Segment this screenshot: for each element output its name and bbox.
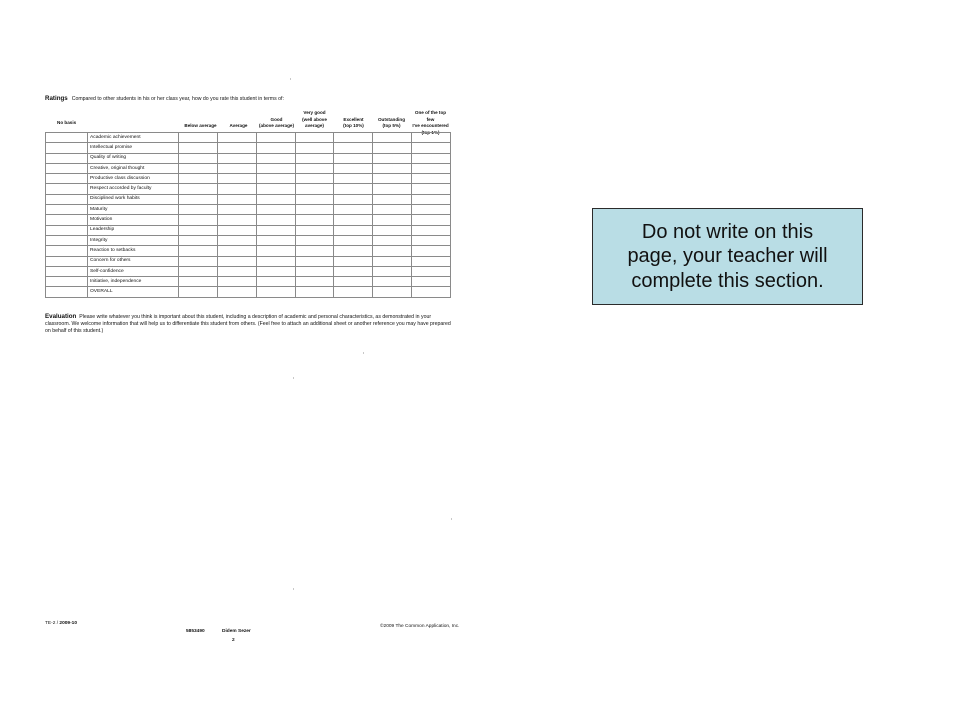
rating-cell[interactable] xyxy=(334,133,373,143)
no-basis-cell[interactable] xyxy=(46,205,88,215)
rating-cell[interactable] xyxy=(179,246,218,256)
row-label: Concern for others xyxy=(88,256,179,266)
rating-cell[interactable] xyxy=(373,184,412,194)
rating-cell[interactable] xyxy=(412,143,451,153)
rating-cell[interactable] xyxy=(373,194,412,204)
rating-cell[interactable] xyxy=(217,184,256,194)
no-basis-cell[interactable] xyxy=(46,266,88,276)
page-number: 2 xyxy=(232,638,235,643)
rating-cell[interactable] xyxy=(373,266,412,276)
rating-cell[interactable] xyxy=(256,205,295,215)
rating-cell[interactable] xyxy=(373,153,412,163)
column-header: Below average xyxy=(184,123,217,129)
rating-cell[interactable] xyxy=(256,235,295,245)
rating-cell[interactable] xyxy=(217,277,256,287)
rating-cell[interactable] xyxy=(179,163,218,173)
rating-cell[interactable] xyxy=(217,205,256,215)
table-row xyxy=(46,277,451,287)
rating-cell[interactable] xyxy=(179,184,218,194)
column-header: One of the top few I've encountered (top 1%) xyxy=(412,110,449,135)
rating-cell[interactable] xyxy=(412,174,451,184)
rating-cell[interactable] xyxy=(179,215,218,225)
rating-cell[interactable] xyxy=(412,287,451,297)
rating-cell[interactable] xyxy=(334,256,373,266)
no-basis-cell[interactable] xyxy=(46,287,88,297)
rating-cell[interactable] xyxy=(295,256,334,266)
rating-cell[interactable] xyxy=(179,277,218,287)
rating-cell[interactable] xyxy=(256,287,295,297)
no-basis-cell[interactable] xyxy=(46,215,88,225)
notice-text: Do not write on this page, your teacher will complete this section. xyxy=(627,220,828,292)
evaluation-section xyxy=(45,313,455,336)
rating-cell[interactable] xyxy=(256,143,295,153)
scan-speck xyxy=(363,352,364,354)
rating-cell[interactable] xyxy=(295,143,334,153)
rating-cell[interactable] xyxy=(179,205,218,215)
row-label: Productive class discussion xyxy=(88,174,179,184)
row-label: Reaction to setbacks xyxy=(88,246,179,256)
scan-speck xyxy=(451,518,452,520)
table-row xyxy=(46,184,451,194)
row-label: Intellectual promise xyxy=(88,143,179,153)
rating-cell[interactable] xyxy=(295,184,334,194)
rating-cell[interactable] xyxy=(412,194,451,204)
rating-cell[interactable] xyxy=(256,163,295,173)
rating-cell[interactable] xyxy=(256,225,295,235)
rating-cell[interactable] xyxy=(334,205,373,215)
form-code-prefix: TE-2 / xyxy=(45,621,59,626)
table-row xyxy=(46,143,451,153)
table-row xyxy=(46,194,451,204)
table-row xyxy=(46,174,451,184)
rating-cell[interactable] xyxy=(334,225,373,235)
rating-cell[interactable] xyxy=(373,133,412,143)
no-basis-cell[interactable] xyxy=(46,277,88,287)
no-basis-cell[interactable] xyxy=(46,153,88,163)
row-label: Disciplined work habits xyxy=(88,194,179,204)
rating-cell[interactable] xyxy=(217,215,256,225)
student-name: Didem Sezer xyxy=(222,629,251,634)
rating-cell[interactable] xyxy=(295,194,334,204)
rating-cell[interactable] xyxy=(295,153,334,163)
row-label: Motivation xyxy=(88,215,179,225)
table-row xyxy=(46,256,451,266)
rating-cell[interactable] xyxy=(217,174,256,184)
rating-cell[interactable] xyxy=(217,287,256,297)
rating-cell[interactable] xyxy=(412,256,451,266)
table-row xyxy=(46,153,451,163)
rating-cell[interactable] xyxy=(334,235,373,245)
table-row xyxy=(46,287,451,297)
ratings-table xyxy=(45,132,451,298)
column-header: Average xyxy=(229,123,248,129)
rating-cell[interactable] xyxy=(373,215,412,225)
ratings-question: Compared to other students in his or her class year, how do you rate this student in terms of: xyxy=(71,96,284,102)
row-label: Creative, original thought xyxy=(88,163,179,173)
rating-cell[interactable] xyxy=(373,287,412,297)
rating-cell[interactable] xyxy=(412,163,451,173)
rating-cell[interactable] xyxy=(295,133,334,143)
rating-cell[interactable] xyxy=(179,235,218,245)
no-basis-cell[interactable] xyxy=(46,174,88,184)
row-label: Academic achievement xyxy=(88,133,179,143)
rating-cell[interactable] xyxy=(217,133,256,143)
rating-cell[interactable] xyxy=(179,287,218,297)
row-label: Initiative, independence xyxy=(88,277,179,287)
rating-cell[interactable] xyxy=(334,277,373,287)
table-row xyxy=(46,215,451,225)
rating-cell[interactable] xyxy=(179,266,218,276)
rating-cell[interactable] xyxy=(373,174,412,184)
row-label: Quality of writing xyxy=(88,153,179,163)
column-header: Good (above average) xyxy=(259,116,294,129)
rating-cell[interactable] xyxy=(295,266,334,276)
rating-cell[interactable] xyxy=(217,246,256,256)
rating-cell[interactable] xyxy=(412,205,451,215)
rating-cell[interactable] xyxy=(412,153,451,163)
rating-cell[interactable] xyxy=(256,133,295,143)
rating-cell[interactable] xyxy=(217,235,256,245)
rating-cell[interactable] xyxy=(256,215,295,225)
rating-cell[interactable] xyxy=(373,163,412,173)
rating-cell[interactable] xyxy=(256,246,295,256)
rating-cell[interactable] xyxy=(217,163,256,173)
table-row xyxy=(46,235,451,245)
rating-cell[interactable] xyxy=(256,266,295,276)
no-basis-cell[interactable] xyxy=(46,225,88,235)
rating-cell[interactable] xyxy=(256,174,295,184)
rating-cell[interactable] xyxy=(217,266,256,276)
table-row xyxy=(46,246,451,256)
no-basis-cell[interactable] xyxy=(46,235,88,245)
rating-cell[interactable] xyxy=(179,133,218,143)
rating-cell[interactable] xyxy=(179,225,218,235)
rating-cell[interactable] xyxy=(295,163,334,173)
rating-cell[interactable] xyxy=(412,215,451,225)
row-label: Maturity xyxy=(88,205,179,215)
rating-cell[interactable] xyxy=(412,184,451,194)
rating-cell[interactable] xyxy=(295,246,334,256)
student-id: 5853490 xyxy=(186,629,205,634)
rating-cell[interactable] xyxy=(256,194,295,204)
rating-cell[interactable] xyxy=(256,153,295,163)
rating-cell[interactable] xyxy=(256,184,295,194)
evaluation-title: Evaluation xyxy=(45,313,77,320)
rating-cell[interactable] xyxy=(334,153,373,163)
no-basis-cell[interactable] xyxy=(46,143,88,153)
rating-cell[interactable] xyxy=(334,184,373,194)
row-label: Leadership xyxy=(88,225,179,235)
rating-cell[interactable] xyxy=(217,143,256,153)
no-basis-cell[interactable] xyxy=(46,184,88,194)
rating-cell[interactable] xyxy=(334,163,373,173)
rating-cell[interactable] xyxy=(334,215,373,225)
rating-cell[interactable] xyxy=(373,277,412,287)
table-row xyxy=(46,163,451,173)
rating-cell[interactable] xyxy=(334,143,373,153)
table-row xyxy=(46,205,451,215)
ratings-title: Ratings xyxy=(45,95,68,102)
rating-cell[interactable] xyxy=(295,215,334,225)
scan-speck xyxy=(293,588,294,590)
rating-cell[interactable] xyxy=(217,194,256,204)
no-basis-cell[interactable] xyxy=(46,133,88,143)
table-row xyxy=(46,266,451,276)
row-label: Integrity xyxy=(88,235,179,245)
rating-cell[interactable] xyxy=(373,235,412,245)
rating-cell[interactable] xyxy=(256,277,295,287)
rating-cell[interactable] xyxy=(373,225,412,235)
rating-cell[interactable] xyxy=(295,205,334,215)
rating-cell[interactable] xyxy=(412,235,451,245)
rating-cell[interactable] xyxy=(412,246,451,256)
row-label: OVERALL xyxy=(88,287,179,297)
rating-cell[interactable] xyxy=(412,266,451,276)
scan-speck xyxy=(290,78,291,80)
rating-cell[interactable] xyxy=(334,194,373,204)
rating-cell[interactable] xyxy=(412,133,451,143)
no-basis-header: No basis xyxy=(57,120,77,125)
evaluation-text: Please write whatever you think is important about this student, including a description of academic and personal characteristics, as demonstrated in your classroom. We welcome information that will help us to differentiate this student from others. (Feel free to attach an additional sheet or another reference you may have prepared on behalf of this student.) xyxy=(45,314,451,335)
no-basis-cell[interactable] xyxy=(46,163,88,173)
scan-speck xyxy=(293,377,294,379)
rating-cell[interactable] xyxy=(412,277,451,287)
rating-cell[interactable] xyxy=(373,256,412,266)
rating-cell[interactable] xyxy=(334,246,373,256)
form-code xyxy=(45,621,77,626)
rating-cell[interactable] xyxy=(179,174,218,184)
rating-cell[interactable] xyxy=(179,194,218,204)
ratings-header xyxy=(45,95,284,102)
rating-cell[interactable] xyxy=(179,256,218,266)
rating-cell[interactable] xyxy=(295,277,334,287)
copyright: ©2009 The Common Application, Inc. xyxy=(380,624,460,629)
row-label: Self-confidence xyxy=(88,266,179,276)
rating-cell[interactable] xyxy=(295,174,334,184)
rating-cell[interactable] xyxy=(295,235,334,245)
rating-cell[interactable] xyxy=(412,225,451,235)
rating-cell[interactable] xyxy=(373,246,412,256)
no-basis-cell[interactable] xyxy=(46,194,88,204)
rating-cell[interactable] xyxy=(217,256,256,266)
rating-cell[interactable] xyxy=(256,256,295,266)
row-label: Respect accorded by faculty xyxy=(88,184,179,194)
no-basis-cell[interactable] xyxy=(46,246,88,256)
rating-cell[interactable] xyxy=(334,266,373,276)
rating-cell[interactable] xyxy=(334,287,373,297)
rating-cell[interactable] xyxy=(217,153,256,163)
table-row xyxy=(46,133,451,143)
rating-cell[interactable] xyxy=(373,205,412,215)
no-basis-cell[interactable] xyxy=(46,256,88,266)
rating-cell[interactable] xyxy=(295,225,334,235)
table-row xyxy=(46,225,451,235)
column-header: Outstanding (top 5%) xyxy=(377,116,406,129)
rating-cell[interactable] xyxy=(179,153,218,163)
column-header: Excellent (top 10%) xyxy=(343,116,364,129)
rating-cell[interactable] xyxy=(217,225,256,235)
rating-cell[interactable] xyxy=(179,143,218,153)
notice-callout xyxy=(592,208,863,305)
column-header: Very good (well above average) xyxy=(302,110,327,129)
rating-cell[interactable] xyxy=(373,143,412,153)
form-year: 2009-10 xyxy=(59,621,78,626)
rating-cell[interactable] xyxy=(295,287,334,297)
rating-cell[interactable] xyxy=(334,174,373,184)
